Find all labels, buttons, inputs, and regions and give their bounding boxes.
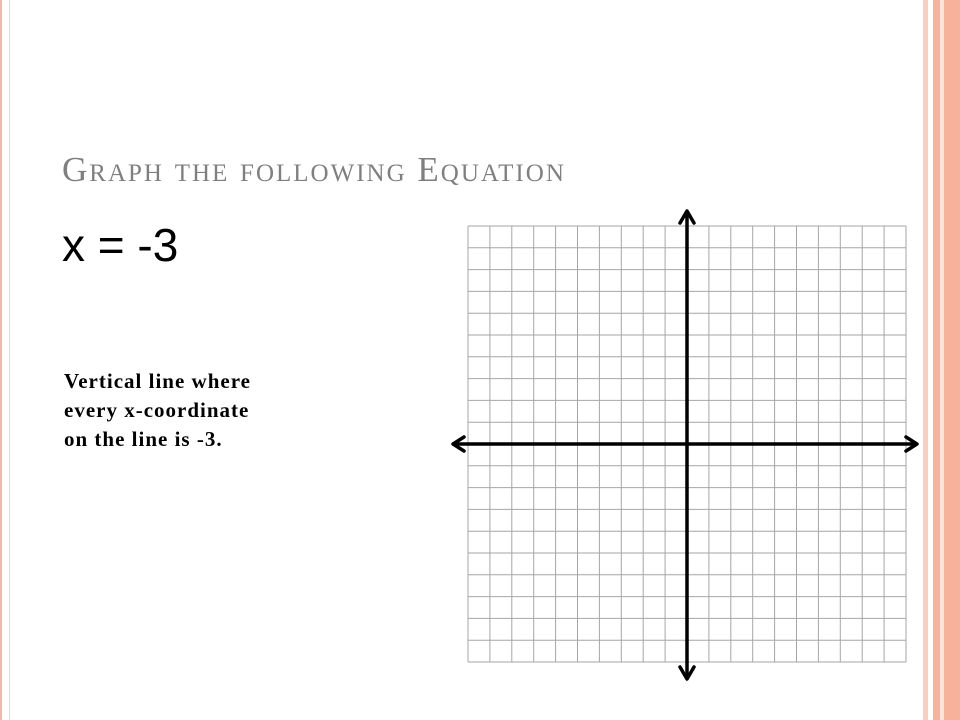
coordinate-grid [448, 204, 922, 686]
slide-border-right [920, 0, 960, 720]
equation-text: x = -3 [62, 219, 179, 271]
description-text [64, 367, 384, 454]
description-line: every x-coordinate [64, 398, 250, 422]
description-line: Vertical line where [64, 369, 251, 393]
slide-border-left [0, 0, 10, 720]
description-line: on the line is -3. [64, 427, 223, 451]
slide-title: Graph the following Equation [62, 150, 566, 189]
